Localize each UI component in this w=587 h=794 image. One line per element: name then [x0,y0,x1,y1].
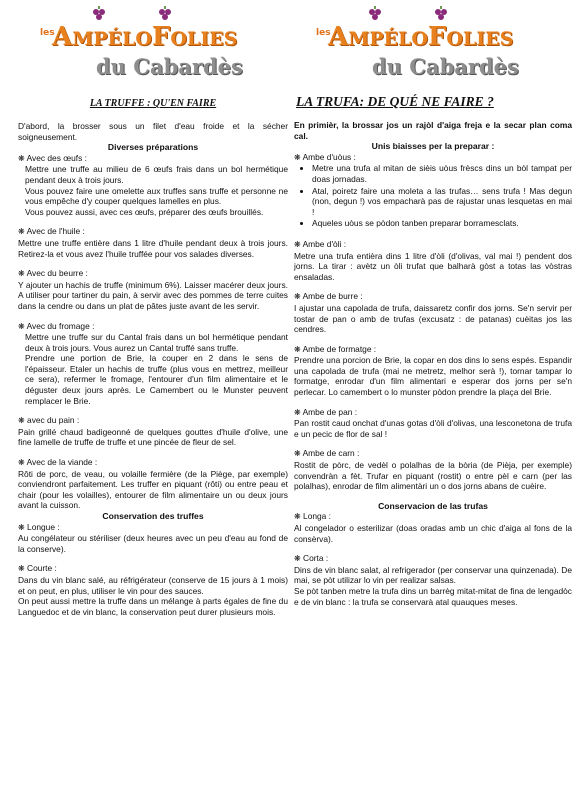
paragraph: Prendre une portion de Brie, la couper en 2 dans le sens de l'épaisseur. Etaler un hachis de truffe (plus vous en mettrez, meilleur ce sera), refermer le fromage, l'entourer d'un film alimentaire et le déguster deux jours après. Le Camembert ou le Munster peuvent remplacer le Brie. [25,353,288,406]
logo-les: les [40,28,55,38]
paragraph: Se pòt tanben metre la trufa dins un barrèg mitat-mitat de fina de lengadòc e de vin blanc : la trufa se conservarà atal quauques meses. [294,585,572,607]
paragraph: Dins de vin blanc salat, al refrigerador (per conservar una quinzenada). De mai, se pòt utilizar lo vin per realizar salsas. [294,564,572,586]
list-item-heading: ❋ Corta : [294,553,329,564]
paragraph: Mettre une truffe au milieu de 6 œufs frais dans un bol hermétique pendant deux à trois jours. [25,164,288,185]
paragraph: Vous pouvez aussi, avec ces œufs, préparer des œufs brouillés. [25,206,264,217]
logo-subtitle: du Cabardès [372,54,519,79]
list-item-heading: ❋ Ambe de burre : [294,291,363,302]
logo [316,0,572,90]
section-header: Conservation des truffes [102,511,204,521]
flower-bullet-icon: ❋ [18,416,25,426]
flower-bullet-icon: ❋ [294,239,301,249]
list-item: • Aqueles uòus se pòdon tanben preparar borramesclats. [312,218,572,229]
list-item-heading: ❋ Avec de l'huile : [18,226,85,237]
paragraph: Au congélateur ou stériliser (deux heures avec un peu d'eau au fond de la conserve). [18,533,288,554]
list-item-heading: ❋ Avec des œufs : [18,152,87,163]
paragraph: Prendre una porcion de Brie, la copar en dos dins lo sens espés. Espandir una capolada de trufa (mai ne metretz, melhor serà !), tornar tampar lo formatge, enrodar d'un film alimentari e esperar dos jorns per se'n perlecar. Lo camembert o lo munster pòdon prendre la plaça del Brie. [294,355,572,398]
list-item: • Metre una trufa al mitan de sièis uòus frèscs dins un bòl tampat per doas jornadas. [312,163,572,184]
paragraph: I ajustar una capolada de trufa, daissaretz confir dos jorns. Se'n servir per tostar de pan o amb de trufas (excusatz : de patanas) cuèitas jos las cendres. [294,302,572,335]
flower-bullet-icon: ❋ [18,269,25,279]
flower-bullet-icon: ❋ [294,449,301,459]
flower-bullet-icon: ❋ [294,554,301,564]
list-item-heading: ❋ Avec du fromage : [18,320,95,331]
list-item-heading: ❋ Longue : [18,521,60,532]
paragraph: On peut aussi mettre la truffe dans un mélange à parts égales de fine du Languedoc et de vin blanc, la conservation peut durer plusieurs mois. [18,596,288,617]
paragraph: Rostit de pòrc, de vedèl o polalhas de la bòria (de Pièja, per exemple) convendràn a fèt. Trufar en piquant (rostit) o entre pèl e carn (per las polalhas), enrodar de film alimentàri un o dos jorns abans de cuèire. [294,460,572,492]
right-column [294,0,572,607]
logo-subtitle: du Cabardès [96,54,243,79]
paragraph: Pan rostit caud onchat d'unas gotas d'òli d'olivas, una lesconetona de trufa e un pecic de flor de sal ! [294,418,572,439]
page-title: LA TRUFFE : QU'EN FAIRE [89,98,217,109]
list-item-heading: ❋ Avec du beurre : [18,268,88,279]
list-item-heading: ❋ Ambe de formatge : [294,343,377,354]
grape-icon [92,6,106,22]
list-item-heading: ❋ Avec de la viande : [18,457,98,468]
logo-les: les [316,28,331,38]
intro-text: En primièr, la brossar jos un rajòl d'aiga freja e la secar plan coma cal. [294,120,572,141]
paragraph: Mettre une truffe sur du Cantal frais dans un bol hermétique pendant deux à trois jours. Vous aurez un Cantal truffé sans truffe. [25,332,288,353]
intro-text: D'abord, la brosser sous un filet d'eau froide et la sécher soigneusement. [18,121,288,142]
section-header: Unis biaisses per la preparar : [371,141,495,152]
list-item-heading: ❋ Ambe de pan : [294,406,358,417]
bullet-list [294,163,572,229]
paragraph: Rôti de porc, de veau, ou volaille fermière (de la Piège, par exemple) conviendront parfaitement. Les truffer en piquant (rôti) ou entre peau et chair (pour les volailles), entourer de film alimentaire un ou deux jours avant la cuisson. [18,468,288,511]
paragraph: Dans du vin blanc salé, au réfrigérateur (conserve de 15 jours à 1 mois) et on peut, en plus, utiliser le vin pour des sauces. [18,574,288,596]
paragraph: Vous pouvez faire une omelette aux truffes sans truffe et personne ne vous empêche d'y couper quelques lamelles en plus. [25,185,288,207]
flower-bullet-icon: ❋ [18,227,25,237]
paragraph: Y ajouter un hachis de truffe (minimum 6%). Laisser macérer deux jours. A utiliser pour tartiner du pain, à servir avec des pommes de terre cuites dans la cendre ou dans un plat de pâtes juste avant de les servir. [18,279,288,311]
flower-bullet-icon: ❋ [18,564,25,574]
flower-bullet-icon: ❋ [294,292,301,302]
list-item-heading: ❋ Courte : [18,563,57,574]
list-item-heading: ❋ Ambe d'òli : [294,238,347,249]
paragraph: Metre una trufa entièra dins 1 litre d'òli (d'olivas, val mai !) pendent dos jorns. La tirar : avètz un òli trufat que balharà gòst a totas las vòstras ensaladas. [294,250,572,282]
flower-bullet-icon: ❋ [18,458,25,468]
section-header: Diverses préparations [107,142,199,153]
flower-bullet-icon: ❋ [294,407,301,417]
list-item: • Atal, poiretz faire una moleta a las trufas… sens trufa ! Mas degun (non, degun !) vos empacharà pas de rajustar unas lesquetas en mai ! [312,186,572,218]
logo-title: AMPÉLOFOLIES [52,22,238,52]
logo [40,0,288,90]
logo-title: AMPÉLOFOLIES [328,22,514,52]
grape-icon [434,6,448,22]
page-title: LA TRUFA: DE QUÉ NE FAIRE ? [296,94,494,109]
flower-bullet-icon: ❋ [294,344,301,354]
paragraph: Al congelador o esterilizar (doas oradas amb un chic d'aiga al fons de la consèrva). [294,523,572,544]
section-header: Conservacion de las trufas [378,500,488,511]
list-item-heading: ❋ avec du pain : [18,415,80,426]
grape-icon [158,6,172,22]
flower-bullet-icon: ❋ [18,522,25,532]
paragraph: Mettre une truffe entière dans 1 litre d'huile pendant deux à trois jours. Retirez-la et vous avez l'huile truffée pour vos salades diverses. [18,237,288,259]
list-item-heading: ❋ Longa : [294,511,331,522]
flower-bullet-icon: ❋ [294,152,301,162]
flower-bullet-icon: ❋ [18,321,25,331]
flower-bullet-icon: ❋ [18,153,25,163]
paragraph: Pain grillé chaud badigeonné de quelques gouttes d'huile d'olive, une fine lamelle de truffe de truffe et une pincée de fleur de sel. [18,426,288,448]
flower-bullet-icon: ❋ [294,512,301,522]
left-column [18,0,288,617]
list-item-heading: ❋ Ambe de carn : [294,448,360,459]
grape-icon [368,6,382,22]
list-item-heading: ❋ Ambe d'uòus : [294,151,356,162]
